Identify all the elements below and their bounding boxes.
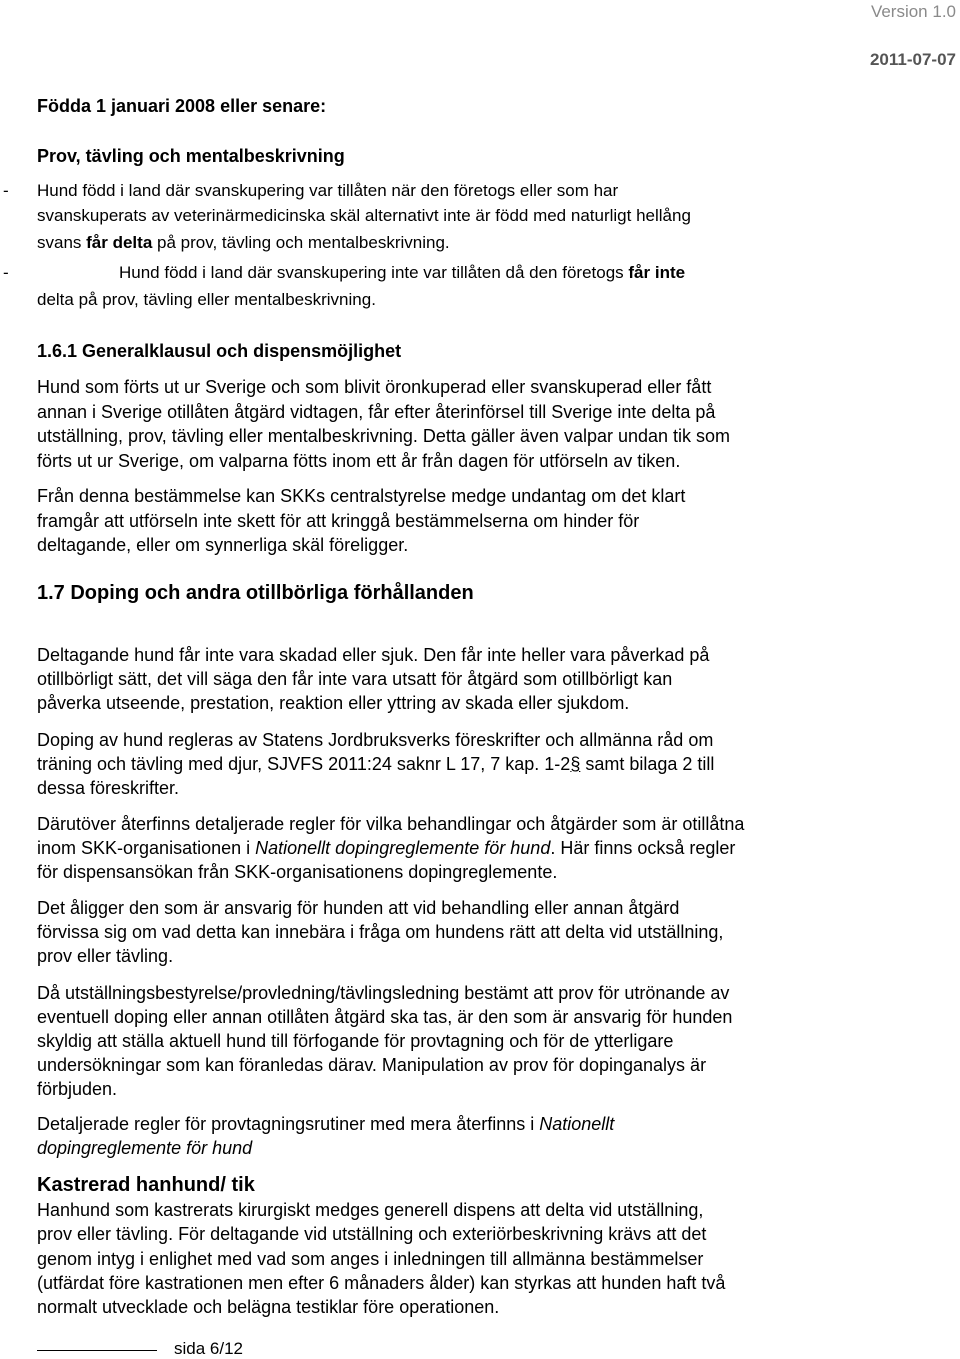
bullet2-emphasis: får inte [628, 263, 686, 282]
paragraph-line: Då utställningsbestyrelse/provledning/tävlingsledning bestämt att prov för utrönande av [37, 983, 730, 1003]
paragraph-line: förbjuden. [37, 1079, 118, 1099]
paragraph-text: inom SKK-organisationen i [37, 838, 256, 858]
paragraph-underlined: § [570, 754, 581, 774]
paragraph-line: skyldig att ställa aktuell hund till förfogande för provtagning och för de ytterligare [37, 1031, 674, 1051]
paragraph-line: deltagande, eller om synnerliga skäl föreligger. [37, 535, 409, 555]
paragraph-line: förts ut ur Sverige, om valparna fötts inom ett år från dagen för utförseln av tiken. [37, 451, 681, 471]
paragraph-line: undersökningar som kan föranledas därav. Manipulation av prov för dopinganalys är [37, 1055, 707, 1075]
bullet-dash: - [3, 263, 9, 282]
paragraph-line: Det åligger den som är ansvarig för hunden att vid behandling eller annan åtgärd [37, 898, 680, 918]
bullet2-line: delta på prov, tävling eller mentalbeskrivning. [37, 290, 376, 309]
bullet1-line [37, 233, 450, 253]
bullet-dash: - [3, 181, 9, 200]
paragraph-line [37, 1138, 252, 1159]
paragraph-line: Från denna bestämmelse kan SKKs centralstyrelse medge undantag om det klart [37, 486, 686, 506]
paragraph-line: Hanhund som kastrerats kirurgiskt medges generell dispens att delta vid utställning, [37, 1200, 704, 1220]
paragraph-line: dessa föreskrifter. [37, 778, 180, 798]
bullet1-emphasis: får delta [86, 233, 153, 252]
paragraph-line: förvissa sig om vad detta kan innebära i fråga om hundens rätt att delta vid utställning, [37, 922, 724, 942]
heading-prov: Prov, tävling och mentalbeskrivning [37, 146, 345, 166]
paragraph-line: prov eller tävling. [37, 946, 174, 966]
regulation-title: Nationellt dopingreglemente för hund [255, 838, 551, 858]
bullet1-line: Hund född i land där svanskupering var tillåten när den företogs eller som har [37, 181, 619, 200]
paragraph-line: framgår att utförseln inte skett för att kringgå bestämmelserna om hinder för [37, 511, 640, 531]
paragraph-text: Detaljerade regler för provtagningsrutiner med mera återfinns i [37, 1114, 540, 1134]
paragraph-line: Hund som förts ut ur Sverige och som blivit öronkuperad eller svanskuperad eller fått [37, 377, 712, 397]
bullet2-line [119, 263, 685, 283]
paragraph-line: påverka utseende, prestation, reaktion eller yttring av skada eller sjukdom. [37, 693, 630, 713]
document-date: 2011-07-07 [869, 50, 956, 69]
bullet1-text: på prov, tävling och mentalbeskrivning. [152, 233, 450, 252]
paragraph-line: prov eller tävling. För deltagande vid utställning och exteriörbeskrivning krävs att det [37, 1224, 707, 1244]
section-17-heading: 1.7 Doping och andra otillbörliga förhållanden [37, 582, 474, 604]
paragraph-line: annan i Sverige otillåten åtgärd vidtagen, får efter återinförsel till Sverige inte delta på [37, 402, 716, 422]
footer-rule [37, 1350, 157, 1351]
regulation-title: Nationellt [539, 1114, 615, 1134]
paragraph-line [37, 838, 735, 859]
paragraph-line [37, 754, 714, 775]
regulation-title: dopingreglemente för hund [37, 1138, 253, 1158]
bullet1-line: svanskuperats av veterinärmedicinska skäl alternativt inte är född med naturligt hellång [37, 206, 691, 225]
bullet1-text: svans [37, 233, 87, 252]
paragraph-line: Deltagande hund får inte vara skadad eller sjuk. Den får inte heller vara påverkad på [37, 645, 710, 665]
section-161-heading: 1.6.1 Generalklausul och dispensmöjlighet [37, 341, 402, 361]
paragraph-line: utställning, prov, tävling eller mentalbeskrivning. Detta gäller även valpar undan tik som [37, 426, 731, 446]
paragraph-text: . Här finns också regler [550, 838, 736, 858]
paragraph-line: eventuell doping eller annan otillåten åtgärd ska tas, är den som är ansvarig för hunden [37, 1007, 733, 1027]
paragraph-line: otillbörligt sätt, det vill säga den får inte vara utsatt för åtgärd som otillbörligt kan [37, 669, 673, 689]
section-kastrerad-heading: Kastrerad hanhund/ tik [37, 1174, 255, 1196]
paragraph-text: samt bilaga 2 till [580, 754, 715, 774]
paragraph-text: träning och tävling med djur, SJVFS 2011:24 saknr L 17, 7 kap. 1-2 [37, 754, 571, 774]
paragraph-line: (utfärdat före kastrationen men efter 6 månaders ålder) kan styrkas att hunden haft två [37, 1273, 726, 1293]
paragraph-line: Därutöver återfinns detaljerade regler för vilka behandlingar och åtgärder som är otillåtna [37, 814, 745, 834]
paragraph-line: för dispensansökan från SKK-organisationens dopingreglemente. [37, 862, 558, 882]
page-number: sida 6/12 [174, 1339, 243, 1358]
paragraph-line: Doping av hund regleras av Statens Jordbruksverks föreskrifter och allmänna råd om [37, 730, 714, 750]
paragraph-line: genom intyg i enlighet med vad som anges i inledningen till allmänna bestämmelser [37, 1249, 704, 1269]
paragraph-line [37, 1114, 614, 1135]
bullet2-text: Hund född i land där svanskupering inte var tillåten då den företogs [119, 263, 629, 282]
heading-born: Födda 1 januari 2008 eller senare: [37, 96, 327, 116]
version-label: Version 1.0 [870, 2, 956, 21]
paragraph-line: normalt utvecklade och belägna testiklar före operationen. [37, 1297, 500, 1317]
